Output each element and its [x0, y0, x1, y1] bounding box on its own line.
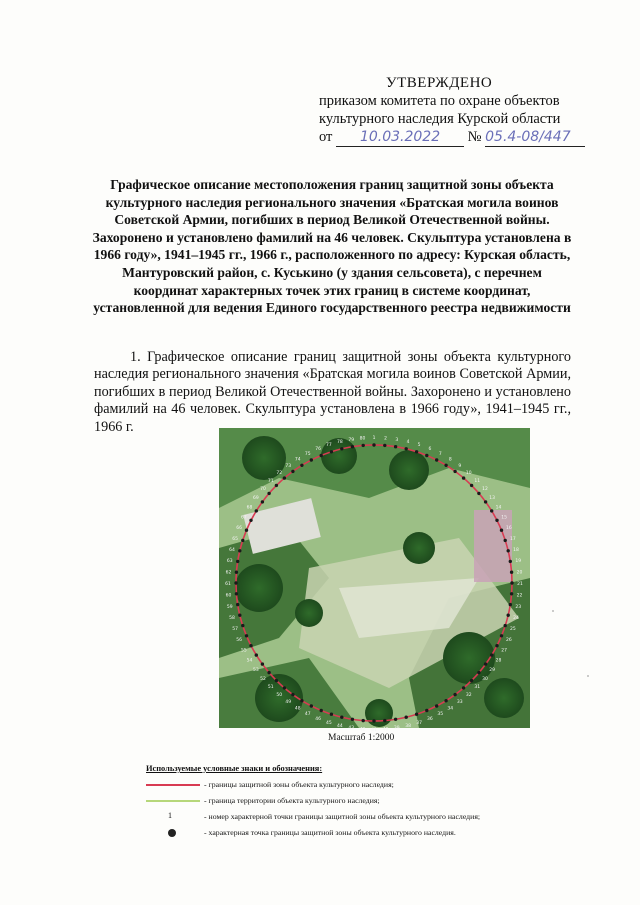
- boundary-point: [453, 693, 456, 696]
- boundary-point-number: 38: [405, 724, 411, 729]
- boundary-point-number: 10: [465, 471, 472, 476]
- boundary-point: [245, 634, 248, 637]
- legend-text: - граница территории объекта культурного наследия;: [204, 796, 380, 805]
- boundary-point: [462, 476, 465, 479]
- boundary-point-number: 80: [359, 436, 366, 442]
- boundary-point-number: 33: [456, 700, 463, 706]
- boundary-point: [362, 444, 365, 447]
- boundary-point-number: 8: [448, 457, 452, 463]
- boundary-point: [462, 686, 465, 689]
- boundary-point: [490, 509, 493, 512]
- boundary-point: [241, 539, 244, 542]
- boundary-point-number: 68: [246, 505, 253, 511]
- boundary-point-number: 44: [337, 724, 343, 729]
- boundary-point-number: 42: [359, 727, 366, 733]
- boundary-point: [275, 484, 278, 487]
- boundary-point-number: 52: [260, 676, 266, 682]
- legend-text: - границы защитной зоны объекта культурного наследия;: [204, 780, 394, 789]
- boundary-point-number: 15: [501, 515, 507, 521]
- boundary-point: [320, 709, 323, 712]
- date-field: [336, 128, 464, 147]
- approval-heading: УТВЕРЖДЕНО: [386, 75, 493, 91]
- boundary-point: [283, 686, 286, 689]
- boundary-point-number: 24: [513, 616, 519, 622]
- boundary-point-number: 71: [267, 478, 274, 484]
- boundary-point: [500, 529, 503, 532]
- boundary-point-number: 18: [513, 547, 519, 553]
- boundary-point: [507, 549, 510, 552]
- boundary-point: [275, 679, 278, 682]
- boundary-point: [238, 549, 241, 552]
- boundary-point-number: 41: [371, 728, 377, 733]
- legend-text: - характерная точка границы защитной зоны объекта культурного наследия.: [204, 828, 456, 837]
- boundary-point: [470, 484, 473, 487]
- boundary-point: [510, 571, 513, 574]
- boundary-point-number: 63: [226, 559, 233, 565]
- boundary-point: [383, 719, 386, 722]
- boundary-point-number: 3: [395, 437, 399, 443]
- boundary-point-number: 64: [229, 547, 235, 553]
- boundary-point: [310, 458, 313, 461]
- boundary-point-number: 43: [348, 726, 355, 732]
- boundary-point-number: 2: [384, 436, 387, 442]
- boundary-point-number: 28: [495, 658, 502, 664]
- boundary-point: [255, 509, 258, 512]
- boundary-point-number: 19: [515, 559, 522, 565]
- boundary-point-number: 51: [267, 685, 274, 691]
- boundary-point: [372, 719, 375, 722]
- boundary-point: [490, 653, 493, 656]
- boundary-point-number: 74: [294, 457, 301, 463]
- boundary-point: [320, 454, 323, 457]
- boundary-point: [470, 679, 473, 682]
- boundary-point-number: 9: [458, 463, 462, 469]
- boundary-point-number: 32: [465, 693, 472, 698]
- boundary-point: [249, 644, 252, 647]
- boundary-point-number: 26: [506, 637, 512, 643]
- boundary-point: [484, 662, 487, 665]
- boundary-point-number: 54: [246, 658, 253, 664]
- boundary-point-number: 23: [515, 604, 522, 610]
- boundary-point: [351, 445, 354, 448]
- boundary-point: [507, 614, 510, 617]
- green-line-symbol: [146, 800, 200, 802]
- boundary-point-number: 40: [382, 727, 389, 733]
- boundary-point: [372, 443, 375, 446]
- boundary-point-number: 58: [229, 616, 235, 622]
- boundary-point: [425, 454, 428, 457]
- boundary-point-number: 4: [406, 440, 410, 445]
- boundary-point-number: 46: [315, 716, 321, 722]
- boundary-point: [351, 718, 354, 721]
- boundary-point: [340, 716, 343, 719]
- boundary-point-number: 21: [517, 582, 523, 587]
- boundary-point: [236, 560, 239, 563]
- approval-line-2: культурного наследия Курской области: [319, 111, 561, 127]
- approval-line-1: приказом комитета по охране объектов: [319, 93, 560, 109]
- point-number-symbol: 1: [168, 811, 172, 820]
- paragraph-1: [94, 349, 571, 436]
- boundary-point-number: 30: [482, 676, 488, 682]
- boundary-point: [504, 539, 507, 542]
- boundary-point-number: 65: [232, 536, 238, 542]
- map-scale: Масштаб 1:2000: [328, 733, 395, 743]
- boundary-point: [261, 500, 264, 503]
- legend-title: Используемые условные знаки и обозначения:: [146, 764, 323, 773]
- boundary-point: [383, 444, 386, 447]
- boundary-point-number: 12: [482, 487, 488, 493]
- scan-speck: [587, 675, 589, 677]
- boundary-map: [219, 428, 530, 733]
- boundary-point: [444, 699, 447, 702]
- boundary-point: [510, 592, 513, 595]
- date-prefix: от: [319, 129, 333, 145]
- boundary-point-number: 31: [474, 685, 481, 691]
- boundary-point-number: 55: [241, 648, 247, 654]
- boundary-point: [238, 614, 241, 617]
- boundary-point: [235, 592, 238, 595]
- boundary-point: [330, 450, 333, 453]
- approval-date-number: [319, 128, 599, 147]
- boundary-point-number: 17: [510, 536, 516, 542]
- boundary-point: [484, 500, 487, 503]
- boundary-point: [405, 716, 408, 719]
- boundary-point-number: 70: [260, 487, 266, 493]
- boundary-point: [453, 470, 456, 473]
- boundary-point: [310, 704, 313, 707]
- legend-text: - номер характерной точки границы защитной зоны объекта культурного наследия;: [204, 812, 481, 821]
- number-value: 05.4-08/447: [485, 129, 571, 145]
- boundary-point: [435, 704, 438, 707]
- boundary-point-number: 29: [489, 667, 495, 673]
- boundary-point-number: 77: [326, 443, 332, 449]
- boundary-point-number: 22: [516, 593, 523, 599]
- boundary-point-number: 5: [417, 443, 421, 449]
- boundary-point-number: 69: [253, 496, 259, 502]
- paragraph-1-text: 1. Графическое описание границ защитной зоны объекта культурного наследия регионального значения «Братская могила воинов Советской Армии, погибших в период Великой Отечественной войны. Захоронено и установлено фамилий на 46 человек. Скульптура установлена в 1966 году», 1941–1945 гг., 1966 г.: [94, 349, 571, 435]
- boundary-point: [394, 718, 397, 721]
- boundary-point: [245, 529, 248, 532]
- boundary-point: [291, 693, 294, 696]
- boundary-point: [477, 671, 480, 674]
- boundary-point-number: 72: [276, 471, 283, 476]
- boundary-point-number: 56: [236, 637, 242, 643]
- boundary-point-number: 13: [489, 496, 495, 502]
- boundary-point-number: 67: [241, 515, 247, 521]
- boundary-point-number: 48: [294, 706, 301, 712]
- boundary-point-number: 73: [285, 463, 292, 469]
- boundary-point-number: 61: [225, 582, 231, 587]
- boundary-point: [291, 470, 294, 473]
- boundary-point: [495, 644, 498, 647]
- boundary-point: [267, 492, 270, 495]
- boundary-point-number: 14: [495, 505, 502, 511]
- number-prefix: №: [467, 129, 482, 145]
- boundary-point: [340, 447, 343, 450]
- number-field: [485, 128, 585, 147]
- boundary-point: [300, 699, 303, 702]
- boundary-point-number: 27: [501, 648, 507, 654]
- boundary-point: [267, 671, 270, 674]
- boundary-point: [330, 713, 333, 716]
- boundary-point-number: 16: [506, 526, 512, 532]
- boundary-point: [510, 581, 513, 584]
- boundary-point: [435, 458, 438, 461]
- boundary-point-number: 66: [236, 526, 242, 532]
- map-image: [219, 428, 530, 733]
- boundary-point-number: 35: [437, 712, 444, 718]
- boundary-point: [255, 653, 258, 656]
- boundary-point-number: 47: [304, 712, 311, 718]
- boundary-point-number: 37: [416, 720, 422, 726]
- boundary-point-number: 36: [427, 716, 433, 722]
- boundary-point: [236, 603, 239, 606]
- boundary-point-number: 50: [276, 693, 283, 698]
- boundary-point: [241, 624, 244, 627]
- boundary-point-number: 60: [225, 593, 232, 599]
- boundary-point: [425, 709, 428, 712]
- document-title: Графическое описание местоположения границ защитной зоны объекта культурного наследия регионального значения «Братская могила воинов Советской Армии, погибших в период Великой Отечественной войны. Захоронено и установлено фамилий на 46 человек. Скульптура установлена в 1966 году», 1941–1945 гг., 1966 г., расположенного по адресу: Курская область, Мантуровский район, с. Куськино (у здания сельсовета), с перечнем координат характерных точек этих границ в системе координат, установленной для ведения Единого государственного реестра недвижимости: [92, 177, 572, 316]
- boundary-point: [283, 476, 286, 479]
- scan-speck: [552, 610, 554, 612]
- boundary-point: [362, 719, 365, 722]
- boundary-point-number: 76: [315, 447, 321, 453]
- boundary-point: [509, 560, 512, 563]
- boundary-point: [444, 464, 447, 467]
- boundary-point-number: 20: [516, 570, 523, 576]
- boundary-point-number: 6: [428, 447, 432, 453]
- boundary-point: [300, 464, 303, 467]
- boundary-point-number: 11: [474, 478, 481, 484]
- boundary-point-number: 75: [304, 451, 311, 457]
- boundary-point-number: 1: [372, 436, 376, 441]
- boundary-point-number: 39: [393, 726, 400, 732]
- boundary-point: [495, 519, 498, 522]
- boundary-point-number: 49: [285, 700, 292, 706]
- boundary-point: [405, 447, 408, 450]
- boundary-point: [500, 634, 503, 637]
- boundary-point-number: 45: [326, 720, 332, 726]
- boundary-point-number: 79: [348, 437, 355, 443]
- boundary-point: [415, 450, 418, 453]
- boundary-point-number: 57: [232, 627, 238, 633]
- boundary-point-number: 25: [510, 627, 516, 633]
- point-dot-symbol: [168, 829, 176, 837]
- boundary-point-number: 78: [337, 440, 343, 445]
- boundary-point-number: 62: [225, 570, 232, 576]
- boundary-point: [477, 492, 480, 495]
- boundary-point: [509, 603, 512, 606]
- boundary-point: [235, 571, 238, 574]
- boundary-point-number: 53: [253, 667, 259, 673]
- boundary-point: [261, 662, 264, 665]
- boundary-point: [234, 581, 237, 584]
- boundary-point-number: 59: [226, 604, 233, 610]
- date-value: 10.03.2022: [359, 129, 441, 145]
- red-line-symbol: [146, 784, 200, 786]
- boundary-point: [415, 713, 418, 716]
- boundary-point: [394, 445, 397, 448]
- boundary-point-number: 7: [438, 451, 442, 457]
- boundary-point-number: 34: [447, 706, 454, 712]
- boundary-point: [504, 624, 507, 627]
- boundary-point: [249, 519, 252, 522]
